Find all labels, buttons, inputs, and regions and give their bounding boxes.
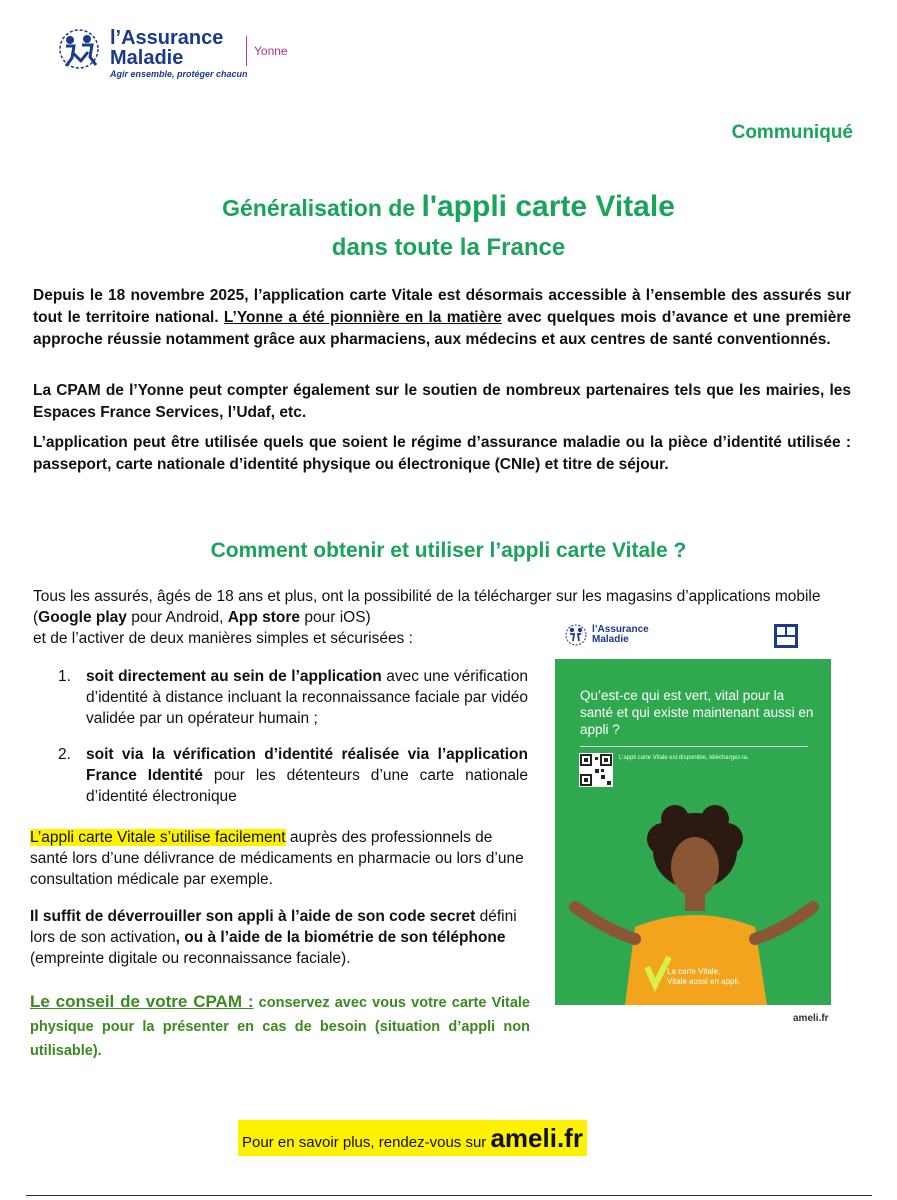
qr-code-icon bbox=[579, 753, 613, 787]
list-number: 2. bbox=[58, 746, 71, 763]
poster-small-text: L’appli carte Vitale est disponible, téléchargez-la. bbox=[619, 755, 749, 761]
usage-paragraph bbox=[30, 827, 530, 890]
campaign-poster bbox=[555, 659, 831, 1005]
list-item bbox=[58, 744, 528, 807]
poster-divider bbox=[580, 746, 808, 747]
unlock-d: (empreinte digitale ou reconnaissance faciale). bbox=[30, 950, 351, 967]
region-label: Yonne bbox=[254, 44, 288, 58]
section-title: Comment obtenir et utiliser l’appli carte Vitale ? bbox=[210, 539, 687, 562]
bottom-divider bbox=[26, 1195, 872, 1196]
unlock-a: Il suffit de déverrouiller son appli à l’aide de son code secret bbox=[30, 908, 476, 925]
document-type-label: Communiqué bbox=[731, 122, 853, 143]
advice-heading: Le conseil de votre CPAM : bbox=[30, 992, 254, 1011]
brand-tagline: Agir ensemble, protéger chacun bbox=[110, 69, 248, 79]
poster-brand-1: l’Assurance bbox=[592, 624, 649, 635]
p1-text-b: avec quelques mois d’avance et une première approche réussie notamment grâce aux pharmaciens, aux médecins et aux centres de santé conventionnés. bbox=[33, 309, 851, 348]
item2-rest: pour les détenteurs d’une carte nationale d’identité électronique bbox=[86, 767, 528, 805]
poster-caption bbox=[667, 967, 740, 987]
page-subtitle: dans toute la France bbox=[331, 234, 566, 261]
usage-rest: auprès des professionnels de santé lors d’une délivrance de médicaments en pharmacie ou lors d’une consultation médicale par exemple. bbox=[30, 829, 524, 888]
item1-bold: soit directement au sein de l’application bbox=[86, 668, 382, 685]
poster-caption-1: La carte Vitale, bbox=[667, 967, 721, 976]
poster-header bbox=[555, 615, 831, 659]
title-part-2: l'appli carte Vitale bbox=[421, 190, 675, 223]
poster-caption-2: Vitale aussi en appli. bbox=[667, 977, 741, 986]
intro-line-2: et de l’activer de deux manières simples et sécurisées : bbox=[33, 630, 413, 647]
poster-logo-icon bbox=[563, 623, 589, 647]
usage-highlight: L’appli carte Vitale s’utilise facilement bbox=[30, 829, 286, 846]
partner-logo-icon bbox=[773, 623, 799, 649]
page-title bbox=[0, 190, 897, 224]
item1-rest: avec une vérification d’identité à distance incluant la reconnaissance faciale par vidéo validée par un opérateur humain ; bbox=[86, 668, 528, 727]
header-divider bbox=[246, 36, 247, 66]
intro-text-a: Tous les assurés, âgés de 18 ans et plus, ont la possibilité de la télécharger sur les magasins d’applications mobile ( bbox=[33, 588, 821, 626]
cpam-advice bbox=[30, 990, 530, 1063]
unlock-b: défini lors de son activation bbox=[30, 908, 517, 946]
poster-brand bbox=[592, 625, 649, 645]
intro-text-b: pour Android, bbox=[126, 609, 228, 626]
list-item bbox=[58, 666, 528, 729]
item2-bold: soit via la vérification d’identité réalisée via l’application France Identité bbox=[86, 746, 528, 784]
paragraph-3: L’application peut être utilisée quels que soient le régime d’assurance maladie ou la pièce d’identité utilisée : passeport, carte nationale d’identité physique ou électronique (CNIe) et titre de séjour. bbox=[33, 434, 851, 473]
advice-body: conservez avec vous votre carte Vitale physique pour la présenter en cas de besoin (situation d’appli non utilisable). bbox=[30, 995, 530, 1059]
list-number: 1. bbox=[58, 668, 71, 685]
paragraph-1 bbox=[33, 285, 851, 351]
assurance-maladie-logo-icon bbox=[52, 26, 106, 72]
footer-link[interactable]: ameli.fr bbox=[490, 1123, 583, 1153]
intro-text-c: pour iOS) bbox=[300, 609, 371, 626]
unlock-paragraph bbox=[30, 906, 530, 969]
poster-question: Qu’est-ce qui est vert, vital pour la santé et qui existe maintenant aussi en appli ? bbox=[580, 688, 814, 737]
p1-text-a: Depuis le 18 novembre 2025, l’application carte Vitale est désormais accessible à l’ensemble des assurés sur tout le territoire national. bbox=[33, 287, 851, 326]
paragraph-2: La CPAM de l’Yonne peut compter également sur le soutien de nombreux partenaires tels que les mairies, les Espaces France Services, l’Udaf, etc. bbox=[33, 382, 851, 421]
footer-banner bbox=[238, 1120, 587, 1156]
title-part-1: Généralisation de bbox=[222, 195, 422, 221]
brand-name bbox=[110, 28, 223, 68]
footer-text: Pour en savoir plus, rendez-vous sur bbox=[242, 1134, 491, 1151]
unlock-c: , ou à l’aide de la biométrie de son téléphone bbox=[175, 929, 506, 946]
poster-ameli-label: ameli.fr bbox=[793, 1013, 829, 1024]
p1-underlined: L’Yonne a été pionnière en la matière bbox=[223, 309, 502, 326]
app-store-label: App store bbox=[227, 609, 301, 626]
brand-line-1: l’Assurance bbox=[110, 27, 224, 49]
poster-brand-2: Maladie bbox=[592, 634, 629, 645]
brand-line-2: Maladie bbox=[110, 47, 184, 69]
google-play-label: Google play bbox=[38, 609, 127, 626]
